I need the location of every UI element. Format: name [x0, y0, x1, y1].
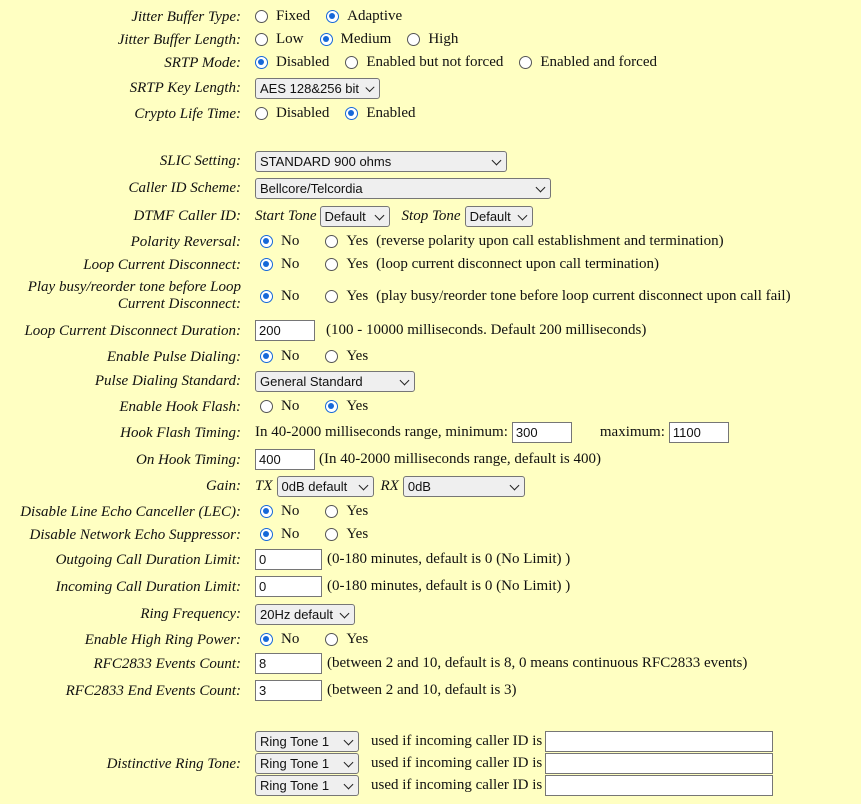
ring-tone-text-2: used if incoming caller ID is	[371, 755, 543, 771]
jitter-length-medium-radio[interactable]: Medium	[320, 31, 392, 48]
hook-flash-label: Enable Hook Flash:	[119, 399, 241, 415]
loop-disc-yes-radio[interactable]: Yes	[325, 256, 368, 273]
ring-power-yes-radio[interactable]: Yes	[325, 631, 368, 648]
nes-yes-radio[interactable]: Yes	[325, 526, 368, 543]
on-hook-input[interactable]: 400	[255, 449, 315, 470]
lec-no-radio[interactable]: No	[260, 503, 299, 520]
incoming-limit-note: (0-180 minutes, default is 0 (No Limit) )	[327, 578, 571, 594]
pulse-yes-radio[interactable]: Yes	[325, 348, 368, 365]
radio-checked-icon[interactable]	[255, 56, 268, 69]
ring-tone-select-3[interactable]: Ring Tone 1	[255, 775, 359, 796]
slic-setting-label: SLIC Setting:	[159, 153, 241, 169]
radio-icon[interactable]	[407, 33, 420, 46]
radio-icon[interactable]	[325, 528, 338, 541]
loop-disc-no-radio[interactable]: No	[260, 256, 299, 273]
start-tone-select[interactable]: Default	[320, 206, 390, 227]
chevron-down-icon	[492, 155, 502, 165]
radio-icon[interactable]	[345, 56, 358, 69]
ring-tone-text-3: used if incoming caller ID is	[371, 777, 543, 793]
busy-tone-yes-radio[interactable]: Yes	[325, 288, 368, 305]
chevron-down-icon	[536, 182, 546, 192]
outgoing-limit-note: (0-180 minutes, default is 0 (No Limit) )	[327, 551, 571, 567]
caller-id-scheme-label: Caller ID Scheme:	[128, 180, 241, 196]
crypto-disabled-radio[interactable]: Disabled	[255, 105, 329, 122]
rfc-end-input[interactable]: 3	[255, 680, 322, 701]
hook-flash-timing-label: Hook Flash Timing:	[120, 425, 241, 441]
crypto-enabled-radio[interactable]: Enabled	[345, 105, 415, 122]
hook-flash-no-radio[interactable]: No	[260, 398, 299, 415]
chevron-down-icon	[344, 757, 354, 767]
rfc-events-note: (between 2 and 10, default is 8, 0 means continuous RFC2833 events)	[327, 655, 748, 671]
jitter-buffer-length-label: Jitter Buffer Length:	[117, 32, 241, 48]
start-tone-label: Start Tone	[255, 208, 317, 224]
radio-checked-icon[interactable]	[325, 400, 338, 413]
srtp-enabled-not-forced-radio[interactable]: Enabled but not forced	[345, 54, 503, 71]
incoming-limit-input[interactable]: 0	[255, 576, 322, 597]
radio-checked-icon[interactable]	[260, 290, 273, 303]
hook-min-text: In 40-2000 milliseconds range, minimum:	[255, 424, 508, 440]
chevron-down-icon	[344, 779, 354, 789]
radio-icon[interactable]	[519, 56, 532, 69]
radio-checked-icon[interactable]	[260, 235, 273, 248]
crypto-life-time-label: Crypto Life Time:	[134, 106, 241, 122]
ring-tone-callerid-input-3[interactable]	[545, 775, 773, 796]
lec-label: Disable Line Echo Canceller (LEC):	[20, 504, 241, 520]
ring-tone-callerid-input-1[interactable]	[545, 731, 773, 752]
incoming-limit-label: Incoming Call Duration Limit:	[55, 579, 241, 595]
radio-checked-icon[interactable]	[345, 107, 358, 120]
pulse-dialing-label: Enable Pulse Dialing:	[106, 349, 241, 365]
hook-max-input[interactable]: 1100	[669, 422, 729, 443]
hook-flash-yes-radio[interactable]: Yes	[325, 398, 368, 415]
chevron-down-icon	[509, 480, 519, 490]
chevron-down-icon	[365, 82, 374, 91]
radio-icon[interactable]	[255, 107, 268, 120]
chevron-down-icon	[400, 375, 410, 385]
radio-icon[interactable]	[325, 505, 338, 518]
loop-current-disconnect-label: Loop Current Disconnect:	[83, 257, 241, 273]
caller-id-scheme-select[interactable]: Bellcore/Telcordia	[255, 178, 551, 199]
outgoing-limit-input[interactable]: 0	[255, 549, 322, 570]
polarity-yes-radio[interactable]: Yes	[325, 233, 368, 250]
lec-yes-radio[interactable]: Yes	[325, 503, 368, 520]
radio-checked-icon[interactable]	[326, 10, 339, 23]
jitter-type-adaptive-radio[interactable]: Adaptive	[326, 8, 402, 25]
tx-label: TX	[255, 478, 273, 494]
pulse-standard-select[interactable]: General Standard	[255, 371, 415, 392]
jitter-length-high-radio[interactable]: High	[407, 31, 458, 48]
radio-checked-icon[interactable]	[260, 633, 273, 646]
gain-label: Gain:	[206, 478, 241, 494]
radio-checked-icon[interactable]	[320, 33, 333, 46]
jitter-buffer-type-label: Jitter Buffer Type:	[131, 9, 241, 25]
rfc-events-input[interactable]: 8	[255, 653, 322, 674]
chevron-down-icon	[374, 210, 384, 220]
ring-tone-select-1[interactable]: Ring Tone 1	[255, 731, 359, 752]
busy-tone-no-radio[interactable]: No	[260, 288, 299, 305]
ring-tone-callerid-input-2[interactable]	[545, 753, 773, 774]
hook-max-text: maximum:	[599, 424, 665, 440]
loop-disc-note: (loop current disconnect upon call termination)	[376, 256, 659, 272]
rfc-end-note: (between 2 and 10, default is 3)	[327, 682, 517, 698]
stop-tone-label: Stop Tone	[401, 208, 461, 224]
chevron-down-icon	[340, 608, 350, 618]
radio-checked-icon[interactable]	[260, 258, 273, 271]
ring-frequency-select[interactable]: 20Hz default	[255, 604, 355, 625]
polarity-reversal-label: Polarity Reversal:	[130, 234, 241, 250]
rfc-end-label: RFC2833 End Events Count:	[65, 683, 241, 699]
ring-tone-label: Distinctive Ring Tone:	[106, 756, 241, 772]
radio-icon[interactable]	[325, 290, 338, 303]
radio-checked-icon[interactable]	[260, 350, 273, 363]
radio-icon[interactable]	[260, 400, 273, 413]
loop-duration-note: (100 - 10000 milliseconds. Default 200 milliseconds)	[326, 322, 647, 338]
srtp-mode-label: SRTP Mode:	[164, 55, 241, 71]
loop-duration-label: Loop Current Disconnect Duration:	[24, 323, 241, 339]
chevron-down-icon	[344, 735, 354, 745]
jitter-length-low-radio[interactable]: Low	[255, 31, 304, 48]
radio-icon[interactable]	[325, 633, 338, 646]
radio-icon[interactable]	[325, 235, 338, 248]
radio-checked-icon[interactable]	[260, 505, 273, 518]
polarity-no-radio[interactable]: No	[260, 233, 299, 250]
hook-min-input[interactable]: 300	[512, 422, 572, 443]
chevron-down-icon	[517, 210, 527, 220]
ring-frequency-label: Ring Frequency:	[140, 606, 241, 622]
radio-icon[interactable]	[255, 10, 268, 23]
pulse-no-radio[interactable]: No	[260, 348, 299, 365]
polarity-note: (reverse polarity upon call establishment and termination)	[376, 233, 724, 249]
srtp-disabled-radio[interactable]: Disabled	[255, 54, 329, 71]
busy-tone-label: Play busy/reorder tone before Loop Current Disconnect:	[27, 279, 241, 312]
pulse-standard-label: Pulse Dialing Standard:	[94, 373, 241, 389]
loop-duration-input[interactable]: 200	[255, 320, 315, 341]
outgoing-limit-label: Outgoing Call Duration Limit:	[55, 552, 241, 568]
radio-checked-icon[interactable]	[260, 528, 273, 541]
ring-tone-select-2[interactable]: Ring Tone 1	[255, 753, 359, 774]
ring-power-label: Enable High Ring Power:	[84, 632, 241, 648]
radio-icon[interactable]	[325, 350, 338, 363]
on-hook-note: (In 40-2000 milliseconds range, default is 400)	[319, 451, 602, 467]
srtp-key-length-label: SRTP Key Length:	[129, 80, 241, 96]
busy-tone-note: (play busy/reorder tone before loop current disconnect upon call fail)	[376, 288, 791, 304]
stop-tone-select[interactable]: Default	[465, 206, 533, 227]
radio-icon[interactable]	[325, 258, 338, 271]
rfc-events-label: RFC2833 Events Count:	[93, 656, 241, 672]
srtp-key-length-select[interactable]: AES 128&256 bit	[255, 78, 380, 99]
rx-label: RX	[380, 478, 399, 494]
dtmf-caller-id-label: DTMF Caller ID:	[133, 208, 241, 224]
on-hook-timing-label: On Hook Timing:	[136, 452, 241, 468]
nes-label: Disable Network Echo Suppressor:	[29, 527, 241, 543]
ring-tone-text-1: used if incoming caller ID is	[371, 733, 543, 749]
jitter-type-fixed-radio[interactable]: Fixed	[255, 8, 310, 25]
rx-gain-select[interactable]: 0dB	[403, 476, 525, 497]
nes-no-radio[interactable]: No	[260, 526, 299, 543]
chevron-down-icon	[358, 480, 368, 490]
ring-power-no-radio[interactable]: No	[260, 631, 299, 648]
tx-gain-select[interactable]: 0dB default	[277, 476, 374, 497]
srtp-enabled-forced-radio[interactable]: Enabled and forced	[519, 54, 657, 71]
slic-setting-select[interactable]: STANDARD 900 ohms	[255, 151, 507, 172]
radio-icon[interactable]	[255, 33, 268, 46]
